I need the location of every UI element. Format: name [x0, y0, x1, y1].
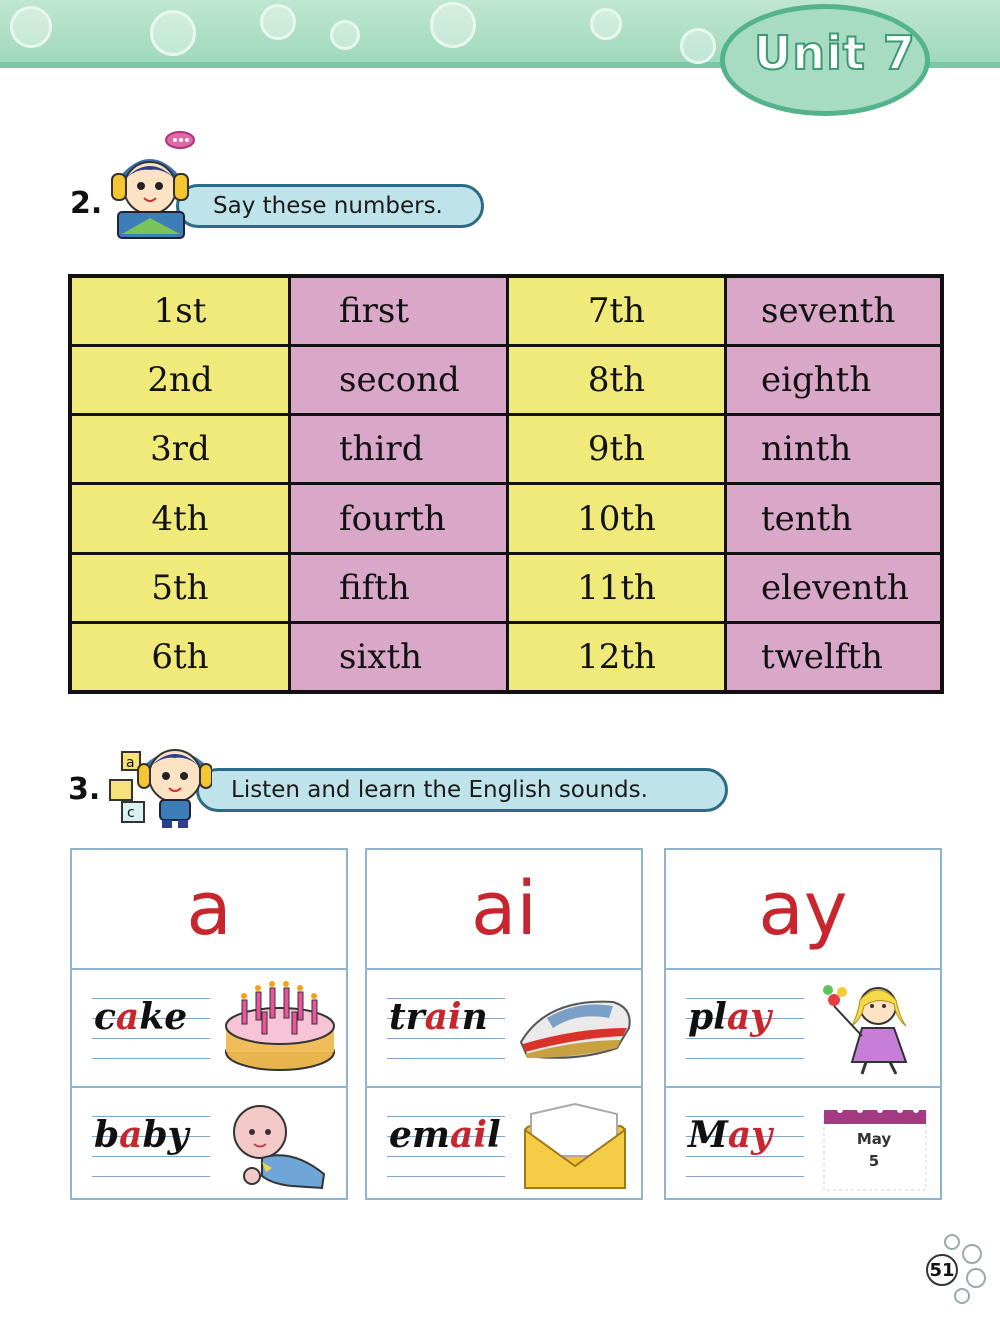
- table-cell: fifth: [288, 555, 506, 621]
- word-part: l: [487, 1114, 501, 1156]
- word-part: ke: [139, 996, 188, 1038]
- table-cell: tenth: [724, 485, 940, 551]
- bubble-decoration: [680, 28, 716, 64]
- word-row: [666, 970, 940, 1088]
- highlighted-letters: ay: [726, 996, 772, 1038]
- highlighted-letters: ai: [450, 1114, 488, 1156]
- example-word: [688, 1114, 772, 1156]
- section-3-instruction: Listen and learn the English sounds.: [196, 768, 728, 812]
- section-3-number: 3.: [68, 772, 101, 807]
- ring-decoration: [966, 1268, 986, 1288]
- table-cell: twelfth: [724, 624, 940, 690]
- word-part: c: [94, 996, 116, 1038]
- calendar-icon: [816, 1096, 932, 1196]
- ordinal-numbers-table: [68, 274, 944, 694]
- bubble-decoration: [10, 6, 52, 48]
- mascot-headphones-icon: [104, 130, 196, 242]
- table-cell: first: [288, 278, 506, 344]
- sound-heading: ay: [666, 850, 940, 970]
- word-row: [72, 1088, 346, 1204]
- table-cell: 7th: [506, 278, 724, 344]
- highlighted-letters: ai: [424, 996, 462, 1038]
- table-cell: 1st: [72, 278, 288, 344]
- baby-icon: [222, 1096, 338, 1196]
- page-number: 51: [926, 1254, 958, 1286]
- word-part: tr: [389, 996, 425, 1038]
- word-row: [367, 970, 641, 1088]
- highlighted-letters: a: [115, 996, 140, 1038]
- example-word: [94, 1114, 189, 1156]
- table-cell: 3rd: [72, 416, 288, 482]
- word-part: M: [688, 1114, 728, 1156]
- table-cell: third: [288, 416, 506, 482]
- mascot-blocks-icon: [108, 736, 212, 828]
- word-row: [72, 970, 346, 1088]
- table-cell: second: [288, 347, 506, 413]
- table-cell: 2nd: [72, 347, 288, 413]
- unit-title: Unit 7: [754, 26, 916, 80]
- bubble-decoration: [590, 8, 622, 40]
- ring-decoration: [962, 1244, 982, 1264]
- sound-card: [70, 848, 348, 1200]
- ring-decoration: [954, 1288, 970, 1304]
- girl-playing-icon: [816, 978, 932, 1078]
- svg-text:c: c: [127, 805, 135, 821]
- word-part: pl: [688, 996, 727, 1038]
- word-row: [666, 1088, 940, 1204]
- table-cell: 11th: [506, 555, 724, 621]
- table-cell: 10th: [506, 485, 724, 551]
- bubble-decoration: [330, 20, 360, 50]
- table-cell: 8th: [506, 347, 724, 413]
- word-part: n: [461, 996, 488, 1038]
- table-cell: 4th: [72, 485, 288, 551]
- example-word: [389, 996, 488, 1038]
- cake-icon: [222, 978, 338, 1078]
- word-part: b: [94, 1114, 120, 1156]
- ring-decoration: [944, 1234, 960, 1250]
- example-word: [94, 996, 187, 1038]
- bubble-decoration: [150, 10, 196, 56]
- calendar-month: May: [856, 1130, 892, 1148]
- bubble-decoration: [260, 4, 296, 40]
- sound-heading: a: [72, 850, 346, 970]
- table-cell: sixth: [288, 624, 506, 690]
- table-cell: eleventh: [724, 555, 940, 621]
- train-icon: [517, 978, 633, 1078]
- bubble-decoration: [430, 2, 476, 48]
- table-cell: seventh: [724, 278, 940, 344]
- table-cell: eighth: [724, 347, 940, 413]
- table-cell: 9th: [506, 416, 724, 482]
- table-cell: 12th: [506, 624, 724, 690]
- svg-text:a: a: [126, 755, 135, 771]
- table-cell: fourth: [288, 485, 506, 551]
- email-icon: [517, 1096, 633, 1196]
- calendar-day: 5: [868, 1152, 880, 1170]
- word-part: em: [389, 1114, 450, 1156]
- section-2-number: 2.: [70, 186, 103, 221]
- table-cell: 6th: [72, 624, 288, 690]
- highlighted-letters: a: [119, 1114, 143, 1156]
- example-word: [688, 996, 771, 1038]
- table-cell: 5th: [72, 555, 288, 621]
- sound-heading: ai: [367, 850, 641, 970]
- example-word: [389, 1114, 501, 1156]
- sound-card: [365, 848, 643, 1200]
- section-2-instruction: Say these numbers.: [176, 184, 484, 228]
- table-cell: ninth: [724, 416, 940, 482]
- sound-card: [664, 848, 942, 1200]
- word-part: by: [142, 1114, 189, 1156]
- highlighted-letters: ay: [727, 1114, 773, 1156]
- word-row: [367, 1088, 641, 1204]
